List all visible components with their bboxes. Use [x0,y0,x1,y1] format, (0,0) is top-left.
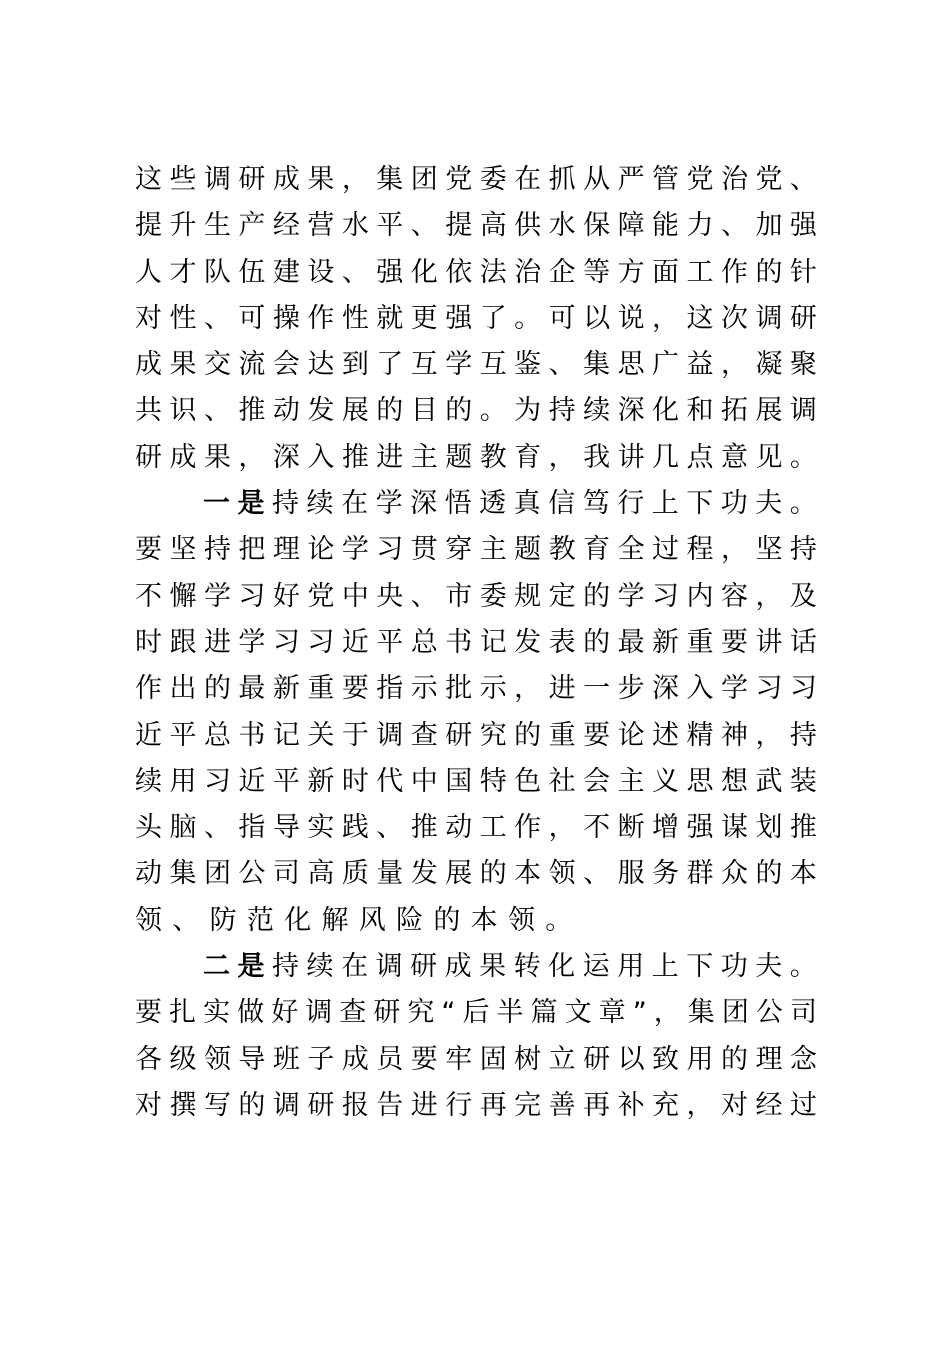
paragraph-point-2 [135,944,817,1129]
text-line: 一 是 持 续 在 学 深 悟 透 真 信 笃 行 上 下 功 夫 。 [203,488,817,520]
text-line: 人 才 队 伍 建 设 、 强 化 依 法 治 企 等 方 面 工 作 的 针 [135,256,817,288]
text-line: 各 级 领 导 班 子 成 员 要 牢 固 树 立 研 以 致 用 的 理 念 [135,1043,817,1075]
text-line: 对 撰 写 的 调 研 报 告 进 行 再 完 善 再 补 充 ， 对 经 过 [135,1089,817,1121]
text-line: 不 懈 学 习 好 党 中 央 、 市 委 规 定 的 学 习 内 容 ， 及 [135,580,817,612]
text-line: 续 用 习 近 平 新 时 代 中 国 特 色 社 会 主 义 思 想 武 装 [135,765,817,797]
text-line: 要 扎 实 做 好 调 查 研 究 “ 后 半 篇 文 章 ” ， 集 团 公 司 [135,997,817,1029]
text-line: 共 识 、 推 动 发 展 的 目 的 。 为 持 续 深 化 和 拓 展 调 [135,395,817,427]
paragraph-intro [135,157,817,481]
paragraph-point-1 [135,481,817,944]
text-line: 头 脑 、 指 导 实 践 、 推 动 工 作 ， 不 断 增 强 谋 划 推 [135,812,817,844]
text-line: 成 果 交 流 会 达 到 了 互 学 互 鉴 、 集 思 广 益 ， 凝 聚 [135,349,817,381]
text-line: 要 坚 持 把 理 论 学 习 贯 穿 主 题 教 育 全 过 程 ， 坚 持 [135,534,817,566]
text-line: 动 集 团 公 司 高 质 量 发 展 的 本 领 、 服 务 群 众 的 本 [135,858,817,890]
text-line: 这 些 调 研 成 果 ， 集 团 党 委 在 抓 从 严 管 党 治 党 、 [135,164,817,195]
text-line: 作 出 的 最 新 重 要 指 示 批 示 ， 进 一 步 深 入 学 习 习 [135,673,817,705]
text-line: 对 性 、 可 操 作 性 就 更 强 了 。 可 以 说 ， 这 次 调 研 [135,302,817,334]
text-line: 时 跟 进 学 习 习 近 平 总 书 记 发 表 的 最 新 重 要 讲 话 [135,626,817,658]
text-line: 二 是 持 续 在 调 研 成 果 转 化 运 用 上 下 功 夫 。 [203,951,817,983]
text-line: 研 成 果 ， 深 入 推 进 主 题 教 育 ， 我 讲 几 点 意 见 。 [135,441,817,473]
text-line: 近 平 总 书 记 关 于 调 查 研 究 的 重 要 论 述 精 神 ， 持 [135,719,817,751]
text-line: 提 升 生 产 经 营 水 平 、 提 高 供 水 保 障 能 力 、 加 强 [135,210,817,242]
document-body [135,157,817,1129]
text-line: 领 、 防 范 化 解 风 险 的 本 领 。 [135,904,573,936]
